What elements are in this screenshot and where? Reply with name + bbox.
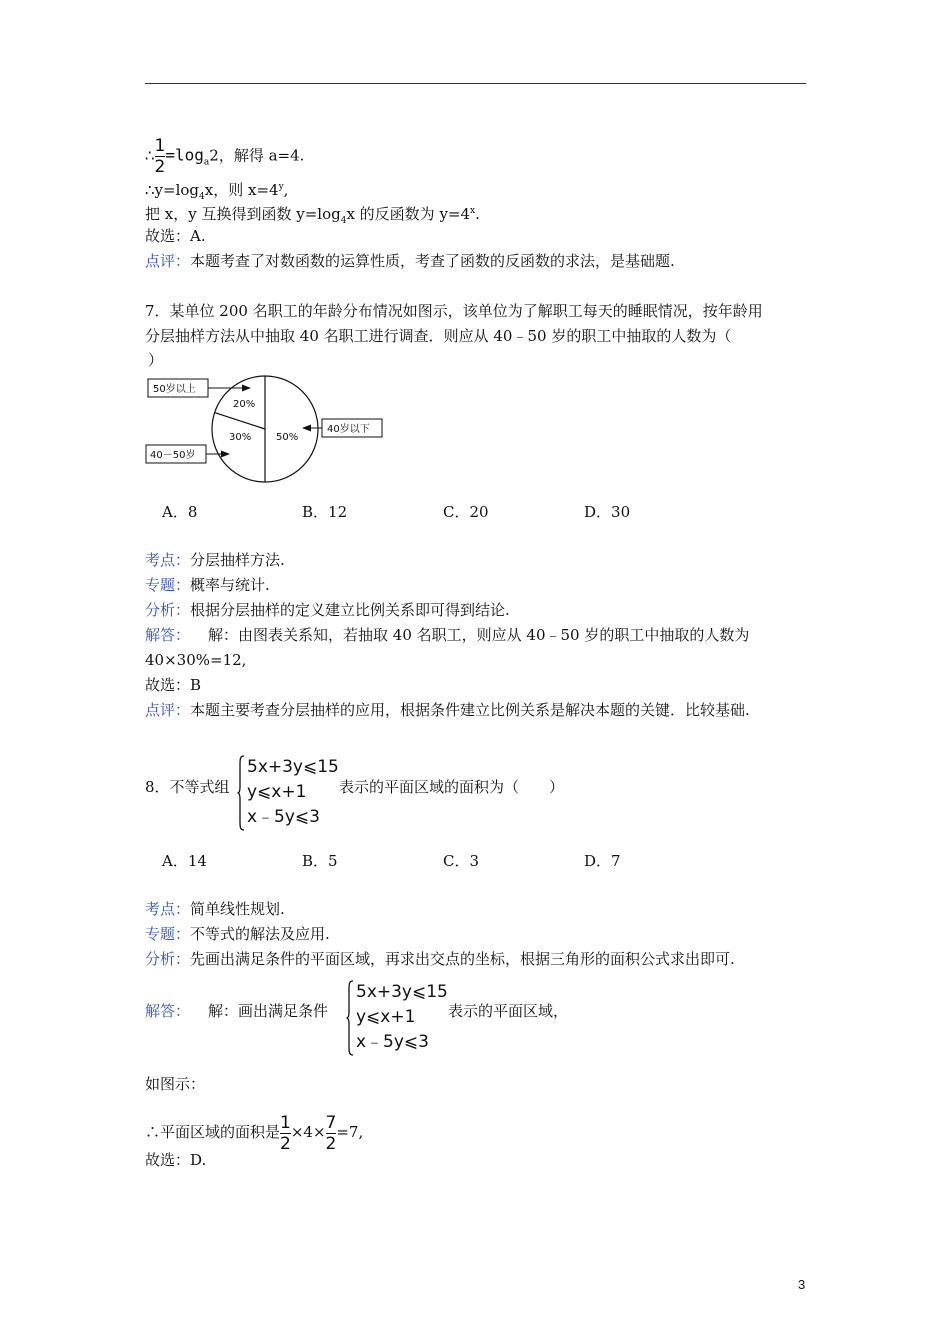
q7-option-b: B．12	[302, 503, 348, 521]
prev-line-3: 把 x，y 互换得到函数 $y=\log_4x$ 的反函数为 $y=4^x$.	[145, 205, 480, 226]
q7-pie-chart	[140, 370, 390, 485]
pie-label-30: 30%	[229, 432, 252, 443]
prev-line-2: $\therefore y=\log_4x$，则 $x=4^y$,	[145, 181, 289, 202]
q8-jieda: 解答： 解：画出满足条件	[145, 1002, 329, 1020]
q8-option-c: C．3	[443, 852, 480, 870]
q7-review: 点评：本题主要考查分层抽样的应用，根据条件建立比例关系是解决本题的关键．比较基础.	[145, 701, 750, 719]
fraction: $\frac{1}{2}$	[154, 136, 166, 177]
q8-kaodian: 考点：简单线性规划.	[145, 900, 285, 918]
q7-option-a: A．8	[162, 503, 198, 521]
q7-stem-3: ）	[148, 351, 164, 369]
arrow-head-under40	[302, 425, 311, 432]
q8-choice: 故选：D.	[145, 1151, 207, 1169]
legend-40-50: 40－50岁	[150, 450, 196, 461]
pie-slice-divider-20	[215, 413, 265, 429]
q8-option-a: A．14	[162, 852, 207, 870]
q8-fenxi: 分析：先画出满足条件的平面区域，再求出交点的坐标，根据三角形的面积公式求出即可.	[145, 950, 735, 968]
q7-fenxi: 分析：根据分层抽样的定义建立比例关系即可得到结论.	[145, 601, 510, 619]
ineq-2: y⩽x+1	[247, 782, 307, 802]
ineq-1: 5x+3y⩽15	[247, 757, 339, 777]
q8-suffix: 表示的平面区域的面积为（ ）	[339, 778, 565, 796]
q7-kaodian: 考点：分层抽样方法.	[145, 551, 285, 569]
header-rule	[145, 83, 806, 84]
q8-option-b: B．5	[302, 852, 338, 870]
brace-icon	[346, 980, 354, 1056]
q7-option-d: D．30	[584, 503, 631, 521]
arrow-head-40-50	[221, 451, 230, 458]
page-number: 3	[798, 1277, 806, 1292]
answer-ineq-2: y⩽x+1	[356, 1007, 416, 1027]
q7-jieda-2: 40×30%=12,	[145, 651, 247, 669]
answer-ineq-3: x﹣5y⩽3	[356, 1032, 429, 1052]
prev-line-1: ∴ $\frac{1}{2}$ $=\log_a2$，解得 a=4.	[145, 136, 305, 177]
q7-stem-2: 分层抽样方法从中抽取 40 名职工进行调查．则应从 40﹣50 岁的职工中抽取的人数为（	[145, 327, 732, 345]
q7-zhuanti: 专题：概率与统计.	[145, 576, 270, 594]
q7-choice: 故选：B	[145, 676, 202, 694]
ineq-3: x﹣5y⩽3	[247, 807, 320, 827]
pie-label-20: 20%	[233, 399, 256, 410]
fraction: $\frac{1}{2}$	[280, 1112, 291, 1154]
q7-jieda: 解答： 解：由图表关系知，若抽取 40 名职工，则应从 40﹣50 岁的职工中抽取的人数为	[145, 626, 750, 644]
arrow-head-over50	[242, 385, 251, 392]
q8-zhuanti: 专题：不等式的解法及应用.	[145, 925, 330, 943]
prev-review: 点评：本题考查了对数函数的运算性质，考查了函数的反函数的求法，是基础题.	[145, 252, 675, 270]
brace-icon	[237, 755, 245, 831]
q7-option-c: C．20	[443, 503, 489, 521]
q8-figure-note: 如图示：	[145, 1075, 206, 1093]
legend-over50: 50岁以上	[153, 384, 196, 395]
q8-jieda-post: 表示的平面区域，	[448, 1002, 569, 1020]
answer-ineq-1: 5x+3y⩽15	[356, 982, 448, 1002]
fraction: $\frac{7}{2}$	[325, 1112, 337, 1154]
q8-prefix: 8．不等式组	[145, 778, 230, 796]
q7-stem-1: 7．某单位 200 名职工的年龄分布情况如图示，该单位为了解职工每天的睡眠情况，按年龄用	[145, 302, 763, 320]
q8-area-line: ∴平面区域的面积是 $\frac{1}{2}$ ×4× $\frac{7}{2}$ =7,	[145, 1112, 364, 1154]
q8-option-d: D．7	[584, 852, 621, 870]
legend-under40: 40岁以下	[327, 424, 370, 435]
pie-label-50: 50%	[276, 432, 299, 443]
prev-choice: 故选：A.	[145, 227, 206, 245]
